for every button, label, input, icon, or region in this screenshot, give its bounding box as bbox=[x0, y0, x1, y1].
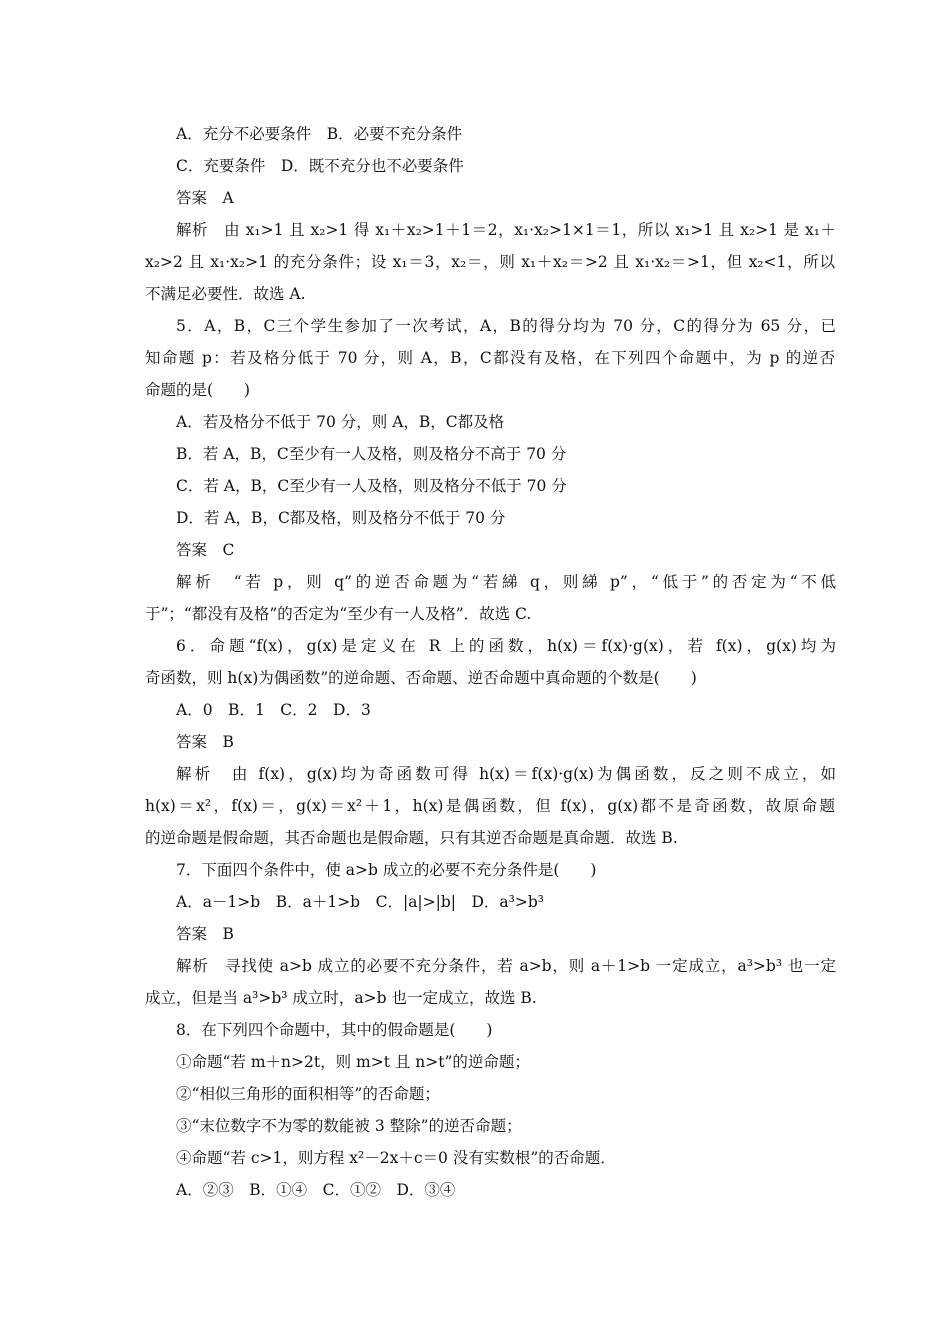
question-8-options: A．②③ B．①④ C．①② D．③④ bbox=[176, 1181, 456, 1199]
question-8-item-4: ④命题“若 c>1，则方程 x²－2x＋c＝0 没有实数根”的否命题． bbox=[176, 1149, 616, 1167]
question-5-option-b: B．若 A，B，C至少有一人及格，则及格分不高于 70 分 bbox=[176, 445, 567, 463]
analysis-6-line-2: h(x)＝x²，f(x)＝，g(x)＝x²＋1，h(x)是偶函数，但 f(x)，g(x)都不是奇函数，故原命题 bbox=[145, 797, 835, 815]
analysis-7-line-1: 解析 寻找使 a>b 成立的必要不充分条件，若 a>b，则 a＋1>b 一定成立，a³>b³ 也一定 bbox=[176, 957, 836, 975]
question-5-option-a: A．若及格分不低于 70 分，则 A，B，C都及格 bbox=[176, 413, 505, 431]
question-5-line-3: 命题的是( ) bbox=[145, 381, 251, 399]
question-6-line-2: 奇函数，则 h(x)为偶函数”的逆命题、否命题、逆否命题中真命题的个数是( ) bbox=[145, 669, 697, 687]
analysis-4-line-3: 不满足必要性．故选 A. bbox=[145, 285, 306, 303]
question-8-item-1: ①命题“若 m＋n>2t，则 m>t 且 n>t”的逆命题； bbox=[176, 1053, 530, 1071]
answer-6: 答案 B bbox=[176, 733, 234, 751]
question-8: 8．在下列四个命题中，其中的假命题是( ) bbox=[176, 1021, 493, 1039]
analysis-6-line-1: 解析 由 f(x)，g(x)均为奇函数可得 h(x)＝f(x)·g(x)为偶函数，反之则不成立，如 bbox=[176, 765, 836, 783]
question-5-option-c: C．若 A，B，C至少有一人及格，则及格分不低于 70 分 bbox=[176, 477, 567, 495]
question-7-options: A．a－1>b B．a＋1>b C．|a|>|b| D．a³>b³ bbox=[176, 893, 545, 911]
question-8-item-3: ③“末位数字不为零的数能被 3 整除”的逆否命题； bbox=[176, 1117, 522, 1135]
analysis-7-line-2: 成立，但是当 a³>b³ 成立时，a>b 也一定成立，故选 B. bbox=[145, 989, 537, 1007]
question-6-line-1: 6．命题“f(x)，g(x)是定义在 R 上的函数，h(x)＝f(x)·g(x)，若 f(x)，g(x)均为 bbox=[176, 637, 836, 655]
analysis-5-line-2: 于”；“都没有及格”的否定为“至少有一人及格”．故选 C. bbox=[145, 605, 532, 623]
question-8-item-2: ②“相似三角形的面积相等”的否命题； bbox=[176, 1085, 440, 1103]
analysis-6-line-3: 的逆命题是假命题，其否命题也是假命题，只有其逆否命题是真命题．故选 B. bbox=[145, 829, 678, 847]
analysis-4-line-2: x₂>2 且 x₁·x₂>1 的充分条件；设 x₁＝3，x₂＝，则 x₁＋x₂＝>2 且 x₁·x₂＝>1，但 x₂<1，所以 bbox=[145, 253, 835, 271]
answer-5: 答案 C bbox=[176, 541, 235, 559]
answer-7: 答案 B bbox=[176, 925, 234, 943]
question-5-option-d: D．若 A，B，C都及格，则及格分不低于 70 分 bbox=[176, 509, 506, 527]
analysis-5-line-1: 解析 “若 p，则 q”的逆否命题为“若綈 q，则綈 p”，“低于”的否定为“不低 bbox=[176, 573, 836, 591]
question-6-options: A．0 B．1 C．2 D．3 bbox=[176, 701, 371, 719]
analysis-4-line-1: 解析 由 x₁>1 且 x₂>1 得 x₁＋x₂>1＋1＝2，x₁·x₂>1×1＝1，所以 x₁>1 且 x₂>1 是 x₁＋ bbox=[176, 221, 836, 239]
answer-4: 答案 A bbox=[176, 189, 234, 207]
option-line-4a: A．充分不必要条件 B．必要不充分条件 bbox=[176, 125, 463, 143]
question-5-line-1: 5．A，B，C三个学生参加了一次考试，A，B的得分均为 70 分，C的得分为 65 分，已 bbox=[176, 317, 836, 335]
question-7: 7．下面四个条件中，使 a>b 成立的必要不充分条件是( ) bbox=[176, 861, 597, 879]
option-line-4b: C．充要条件 D．既不充分也不必要条件 bbox=[176, 157, 464, 175]
question-5-line-2: 知命题 p：若及格分低于 70 分，则 A，B，C都没有及格，在下列四个命题中，为 p 的逆否 bbox=[145, 349, 835, 367]
